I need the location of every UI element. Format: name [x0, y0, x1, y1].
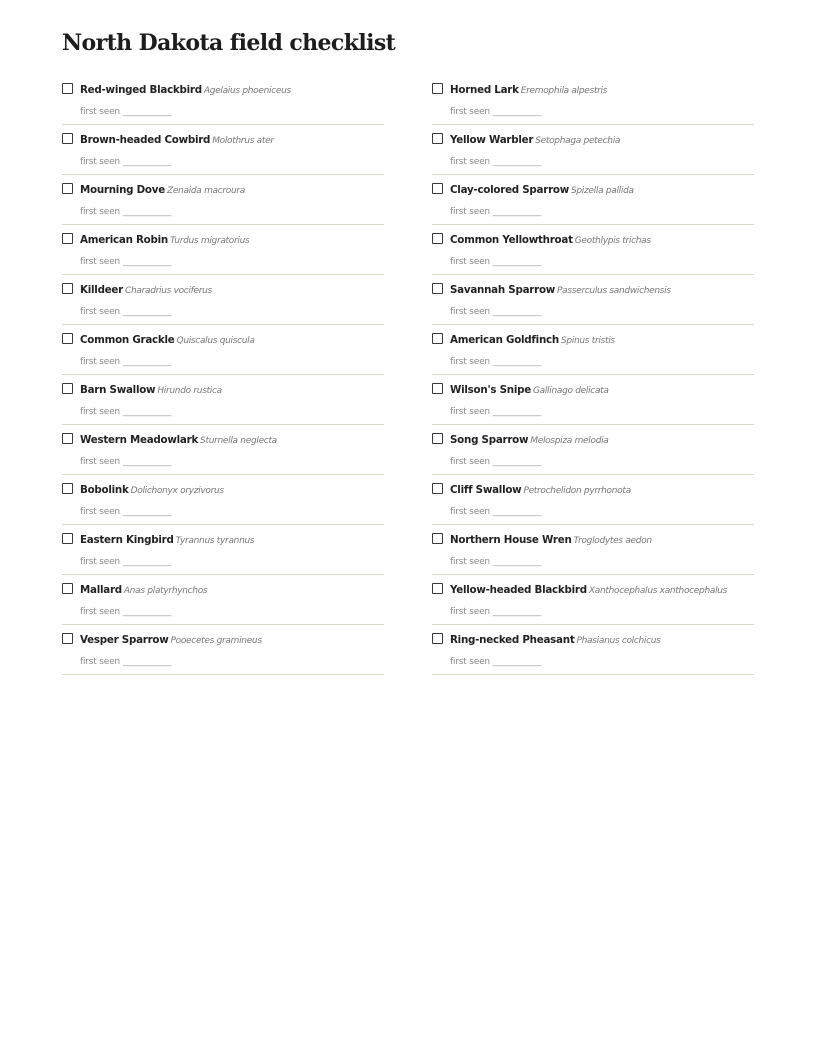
- first-seen-line: [80, 454, 171, 468]
- checklist-entry: [62, 225, 384, 275]
- common-name: Common Yellowthroat: [450, 234, 573, 246]
- checklist-entry: [62, 375, 384, 425]
- first-seen-line: [450, 354, 541, 368]
- first-seen-label: first seen: [80, 307, 120, 317]
- first-seen-blank[interactable]: ____________: [122, 307, 171, 317]
- first-seen-label: first seen: [450, 107, 490, 117]
- scientific-name: Dolichonyx oryzivorus: [130, 486, 224, 496]
- common-name: Mourning Dove: [80, 184, 165, 196]
- scientific-name: Molothrus ater: [212, 136, 274, 146]
- common-name: Cliff Swallow: [450, 484, 522, 496]
- scientific-name: Troglodytes aedon: [573, 536, 652, 546]
- first-seen-line: [450, 554, 541, 568]
- first-seen-blank[interactable]: ____________: [122, 157, 171, 167]
- checklist-entry: [62, 275, 384, 325]
- scientific-name: Geothlypis trichas: [574, 236, 651, 246]
- checklist-entry: [432, 275, 754, 325]
- checklist-entry: [62, 625, 384, 675]
- species-name-line: [80, 582, 207, 598]
- first-seen-label: first seen: [450, 307, 490, 317]
- first-seen-blank[interactable]: ____________: [492, 657, 541, 667]
- species-name-line: [450, 132, 620, 148]
- first-seen-label: first seen: [450, 207, 490, 217]
- scientific-name: Petrochelidon pyrrhonota: [523, 486, 631, 496]
- first-seen-blank[interactable]: ____________: [492, 207, 541, 217]
- species-name-line: [450, 582, 727, 598]
- species-checkbox[interactable]: [62, 633, 73, 644]
- common-name: Yellow-headed Blackbird: [450, 584, 587, 596]
- species-name-line: [80, 332, 255, 348]
- first-seen-label: first seen: [80, 407, 120, 417]
- scientific-name: Passerculus sandwichensis: [557, 286, 671, 296]
- first-seen-blank[interactable]: ____________: [492, 407, 541, 417]
- first-seen-line: [450, 604, 541, 618]
- scientific-name: Turdus migratorius: [170, 236, 250, 246]
- scientific-name: Hirundo rustica: [157, 386, 222, 396]
- checklist-entry: [62, 525, 384, 575]
- first-seen-label: first seen: [450, 557, 490, 567]
- common-name: Song Sparrow: [450, 434, 529, 446]
- species-name-line: [80, 482, 224, 498]
- common-name: Bobolink: [80, 484, 129, 496]
- first-seen-blank[interactable]: ____________: [492, 307, 541, 317]
- common-name: Clay-colored Sparrow: [450, 184, 569, 196]
- page-title: North Dakota field checklist: [62, 30, 396, 56]
- species-checkbox[interactable]: [432, 383, 443, 394]
- first-seen-blank[interactable]: ____________: [492, 507, 541, 517]
- first-seen-line: [80, 204, 171, 218]
- first-seen-line: [80, 654, 171, 668]
- scientific-name: Charadrius vociferus: [124, 286, 212, 296]
- common-name: Ring-necked Pheasant: [450, 634, 575, 646]
- first-seen-line: [450, 154, 541, 168]
- species-checkbox[interactable]: [62, 183, 73, 194]
- first-seen-blank[interactable]: ____________: [122, 557, 171, 567]
- checklist-entry: [432, 125, 754, 175]
- checklist-entry: [62, 575, 384, 625]
- scientific-name: Anas platyrhynchos: [123, 586, 208, 596]
- species-name-line: [80, 132, 274, 148]
- scientific-name: Xanthocephalus xanthocephalus: [588, 586, 728, 596]
- species-checkbox[interactable]: [62, 583, 73, 594]
- species-name-line: [450, 82, 607, 98]
- first-seen-blank[interactable]: ____________: [122, 457, 171, 467]
- first-seen-blank[interactable]: ____________: [492, 257, 541, 267]
- first-seen-label: first seen: [450, 657, 490, 667]
- first-seen-label: first seen: [80, 557, 120, 567]
- common-name: Savannah Sparrow: [450, 284, 556, 296]
- first-seen-blank[interactable]: ____________: [122, 107, 171, 117]
- first-seen-label: first seen: [80, 657, 120, 667]
- common-name: Yellow Warbler: [450, 134, 534, 146]
- first-seen-line: [80, 254, 171, 268]
- checklist-entry: [432, 525, 754, 575]
- species-name-line: [450, 632, 661, 648]
- first-seen-line: [80, 604, 171, 618]
- checklist-entry: [432, 625, 754, 675]
- checklist-entry: [432, 225, 754, 275]
- common-name: Northern House Wren: [450, 534, 572, 546]
- first-seen-line: [450, 104, 541, 118]
- first-seen-blank[interactable]: ____________: [492, 557, 541, 567]
- common-name: American Robin: [80, 234, 168, 246]
- scientific-name: Melospiza melodia: [530, 436, 609, 446]
- checklist-entry: [62, 125, 384, 175]
- species-name-line: [450, 382, 609, 398]
- first-seen-label: first seen: [450, 157, 490, 167]
- common-name: Killdeer: [80, 284, 123, 296]
- first-seen-blank[interactable]: ____________: [122, 407, 171, 417]
- common-name: Horned Lark: [450, 84, 519, 96]
- common-name: Barn Swallow: [80, 384, 156, 396]
- scientific-name: Zenaida macroura: [166, 186, 246, 196]
- scientific-name: Phasianus colchicus: [576, 636, 661, 646]
- species-checkbox[interactable]: [62, 483, 73, 494]
- first-seen-label: first seen: [80, 107, 120, 117]
- checklist-entry: [62, 475, 384, 525]
- first-seen-blank[interactable]: ____________: [122, 507, 171, 517]
- first-seen-blank[interactable]: ____________: [492, 357, 541, 367]
- checklist-entry: [432, 325, 754, 375]
- first-seen-line: [450, 654, 541, 668]
- species-checkbox[interactable]: [62, 83, 73, 94]
- first-seen-blank[interactable]: ____________: [122, 607, 171, 617]
- first-seen-blank[interactable]: ____________: [492, 607, 541, 617]
- checklist-entry: [432, 375, 754, 425]
- species-checkbox[interactable]: [62, 383, 73, 394]
- species-checkbox[interactable]: [62, 283, 73, 294]
- species-name-line: [80, 382, 222, 398]
- species-name-line: [450, 532, 652, 548]
- first-seen-line: [80, 404, 171, 418]
- first-seen-blank[interactable]: ____________: [492, 157, 541, 167]
- first-seen-label: first seen: [450, 407, 490, 417]
- species-checkbox[interactable]: [432, 233, 443, 244]
- first-seen-label: first seen: [450, 357, 490, 367]
- first-seen-label: first seen: [80, 257, 120, 267]
- species-checkbox[interactable]: [62, 133, 73, 144]
- first-seen-line: [450, 254, 541, 268]
- first-seen-line: [80, 504, 171, 518]
- scientific-name: Spizella pallida: [570, 186, 634, 196]
- species-checkbox[interactable]: [432, 283, 443, 294]
- scientific-name: Pooecetes gramineus: [170, 636, 262, 646]
- species-checkbox[interactable]: [432, 633, 443, 644]
- species-name-line: [80, 182, 245, 198]
- species-checkbox[interactable]: [432, 433, 443, 444]
- species-name-line: [450, 282, 671, 298]
- scientific-name: Sturnella neglecta: [200, 436, 277, 446]
- first-seen-line: [450, 304, 541, 318]
- first-seen-line: [80, 154, 171, 168]
- species-checkbox[interactable]: [432, 533, 443, 544]
- species-name-line: [80, 632, 262, 648]
- checklist-entry: [432, 575, 754, 625]
- first-seen-line: [450, 204, 541, 218]
- first-seen-label: first seen: [450, 457, 490, 467]
- common-name: Vesper Sparrow: [80, 634, 169, 646]
- scientific-name: Eremophila alpestris: [520, 86, 608, 96]
- first-seen-blank[interactable]: ____________: [122, 207, 171, 217]
- species-checkbox[interactable]: [432, 333, 443, 344]
- first-seen-line: [450, 504, 541, 518]
- first-seen-label: first seen: [450, 607, 490, 617]
- checklist-entry: [62, 325, 384, 375]
- species-checkbox[interactable]: [62, 333, 73, 344]
- scientific-name: Spinus tristis: [560, 336, 615, 346]
- first-seen-label: first seen: [80, 607, 120, 617]
- first-seen-blank[interactable]: ____________: [492, 457, 541, 467]
- common-name: Red-winged Blackbird: [80, 84, 202, 96]
- first-seen-blank[interactable]: ____________: [122, 357, 171, 367]
- first-seen-line: [80, 304, 171, 318]
- first-seen-label: first seen: [450, 257, 490, 267]
- common-name: Mallard: [80, 584, 122, 596]
- checklist-column-left: [62, 75, 384, 675]
- species-name-line: [80, 282, 212, 298]
- species-name-line: [450, 482, 631, 498]
- species-name-line: [450, 182, 634, 198]
- checklist-entry: [432, 425, 754, 475]
- first-seen-blank[interactable]: ____________: [122, 657, 171, 667]
- checklist-entry: [62, 175, 384, 225]
- first-seen-label: first seen: [80, 157, 120, 167]
- scientific-name: Agelaius phoeniceus: [203, 86, 291, 96]
- checklist-entry: [432, 175, 754, 225]
- checklist-entry: [62, 75, 384, 125]
- common-name: Western Meadowlark: [80, 434, 199, 446]
- species-checkbox[interactable]: [432, 583, 443, 594]
- checklist-entry: [432, 75, 754, 125]
- species-checkbox[interactable]: [432, 133, 443, 144]
- species-name-line: [450, 332, 615, 348]
- common-name: Common Grackle: [80, 334, 175, 346]
- first-seen-blank[interactable]: ____________: [122, 257, 171, 267]
- species-name-line: [80, 432, 277, 448]
- scientific-name: Gallinago delicata: [532, 386, 609, 396]
- species-name-line: [450, 232, 651, 248]
- common-name: Eastern Kingbird: [80, 534, 174, 546]
- checklist-entry: [432, 475, 754, 525]
- first-seen-label: first seen: [80, 357, 120, 367]
- first-seen-line: [80, 554, 171, 568]
- first-seen-line: [80, 104, 171, 118]
- first-seen-label: first seen: [450, 507, 490, 517]
- species-name-line: [80, 232, 249, 248]
- checklist-column-right: [432, 75, 754, 675]
- species-checkbox[interactable]: [62, 533, 73, 544]
- scientific-name: Setophaga petechia: [535, 136, 621, 146]
- first-seen-line: [450, 454, 541, 468]
- first-seen-blank[interactable]: ____________: [492, 107, 541, 117]
- scientific-name: Quiscalus quiscula: [176, 336, 255, 346]
- species-checkbox[interactable]: [62, 433, 73, 444]
- species-checkbox[interactable]: [432, 483, 443, 494]
- species-name-line: [80, 532, 254, 548]
- species-checkbox[interactable]: [62, 233, 73, 244]
- common-name: Brown-headed Cowbird: [80, 134, 211, 146]
- species-checkbox[interactable]: [432, 183, 443, 194]
- first-seen-line: [80, 354, 171, 368]
- species-name-line: [450, 432, 609, 448]
- first-seen-line: [450, 404, 541, 418]
- species-checkbox[interactable]: [432, 83, 443, 94]
- common-name: Wilson's Snipe: [450, 384, 531, 396]
- first-seen-label: first seen: [80, 457, 120, 467]
- common-name: American Goldfinch: [450, 334, 559, 346]
- species-name-line: [80, 82, 291, 98]
- first-seen-label: first seen: [80, 207, 120, 217]
- first-seen-label: first seen: [80, 507, 120, 517]
- checklist-entry: [62, 425, 384, 475]
- scientific-name: Tyrannus tyrannus: [175, 536, 255, 546]
